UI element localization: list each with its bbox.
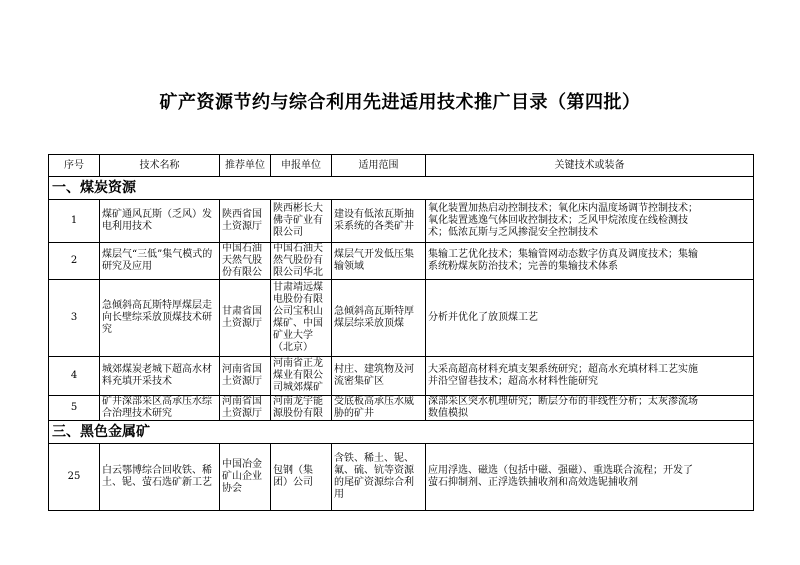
cell-line: 煤业有限公 [273,370,323,381]
key-tech-cell [426,243,754,280]
scope-cell [332,280,426,357]
cell-line: 输领域 [334,261,364,272]
tech-name-cell [100,444,220,511]
scope-cell [332,444,426,511]
applicant-cell [271,396,332,421]
cell-line: 土资源厅 [222,408,262,419]
cell-line: 村庄、建筑物及河 [334,364,414,375]
cell-line: 土资源厅 [222,318,262,329]
cell-line: 中国石油 [222,243,262,254]
cell-line: 河南省正龙 [273,358,323,369]
cell-line: 土资源厅 [222,376,262,387]
header-key-tech: 关键技术或装备 [426,155,754,177]
tech-name-cell [100,280,220,357]
cell-line: 氧化装置逃逸气体回收控制技术；乏风甲烷浓度在线检测技 [428,215,688,226]
cell-line: 建设有低浓瓦斯抽 [334,209,414,220]
applicant-cell [271,243,332,280]
cell-line: 煤矿、中国 [273,318,323,329]
key-tech-cell [426,280,754,357]
technology-table [48,154,754,511]
cell-line: 应用浮选、磁选（包括中磁、强磁）、重选联合流程；开发了 [428,465,693,476]
tech-name-cell [100,243,220,280]
cell-line: 城郊煤炭老城下超高水材 [102,364,212,375]
cell-line: 合治理技术研究 [102,408,172,419]
recommender-cell [220,357,271,396]
applicant-cell [271,200,332,243]
recommender-cell [220,396,271,421]
table-row [49,280,754,357]
cell-line: 中国冶金 [222,459,262,470]
header-recommender: 推荐单位 [220,155,271,177]
cell-line: 料充填开采技术 [102,376,172,387]
table-row [49,357,754,396]
cell-line: 限公司 [273,227,303,238]
cell-line: 矿业大学 [273,330,313,341]
cell-line: 集输工艺优化技术；集输管网动态数字仿真及调度技术；集输 [428,249,698,260]
cell-line: 研究及应用 [102,261,152,272]
cell-line: 大采高超高材料充填支架系统研究；超高水充填材料工艺实施 [428,364,698,375]
cell-line: 萤石抑制剂、正浮选铁捕收剂和高效选铌捕收剂 [428,477,638,488]
cell-line: 含铁、稀土、铌、 [334,453,414,464]
cell-line: 数值模拟 [428,408,468,419]
cell-line: 矿山企业 [222,471,262,482]
scope-cell [332,243,426,280]
cell-line: 司城郊煤矿 [273,382,323,393]
cell-line: 份有限公 [222,267,262,278]
key-tech-cell [426,444,754,511]
cell-line: 分析并优化了放顶煤工艺 [428,312,538,323]
cell-line: 陕西省国 [222,209,262,220]
key-tech-cell [426,200,754,243]
cell-line: 电利用技术 [102,221,152,232]
cell-line: 河南龙宇能 [273,396,323,407]
recommender-cell [220,280,271,357]
key-tech-cell [426,357,754,396]
scope-cell [332,396,426,421]
recommender-cell [220,243,271,280]
applicant-cell [271,280,332,357]
cell-line: 协会 [222,483,242,494]
cell-line: 煤矿通风瓦斯（乏风）发 [102,209,212,220]
cell-line: 术；低浓瓦斯与乏风掺混安全控制技术 [428,227,598,238]
cell-line: 佛寺矿业有 [273,215,323,226]
cell-line: 天然气股 [222,255,262,266]
cell-line: 流密集矿区 [334,376,384,387]
cell-line: 煤层气“三低”集气模式的 [102,249,213,260]
scope-cell [332,357,426,396]
applicant-cell [271,444,332,511]
row-number: 5 [49,396,100,421]
key-tech-cell [426,396,754,421]
cell-line: 采系统的各类矿井 [334,221,414,232]
cell-line: 公司宝积山 [273,306,323,317]
cell-line: 系统粉煤灰防治技术；完善的集输技术体系 [428,261,618,272]
cell-line: 白云鄂博综合回收铁、稀 [102,465,212,476]
cell-line: 急倾斜高瓦斯特厚煤层走 [102,300,212,311]
cell-line: 土资源厅 [222,221,262,232]
cell-line: 氟、硫、钪等资源 [334,465,414,476]
cell-line: 氧化装置加热启动控制技术；氧化床内温度场调节控制技术； [428,203,698,214]
recommender-cell [220,200,271,243]
cell-line: 土、铌、萤石选矿新工艺 [102,477,212,488]
row-number: 25 [49,444,100,511]
table-row [49,243,754,280]
cell-line: 甘肃靖远煤 [273,282,323,293]
tech-name-cell [100,396,220,421]
row-number: 4 [49,357,100,396]
cell-line: 急倾斜高瓦斯特厚 [334,306,414,317]
cell-line: 河南省国 [222,396,262,407]
cell-line: 陕西彬长大 [273,203,323,214]
cell-line: 中国石油天 [273,243,323,254]
cell-line: （北京） [273,342,313,353]
cell-line: 包钢（集 [273,465,313,476]
cell-line: 的尾矿资源综合利 [334,477,414,488]
section-heading: 一、煤炭资源 [49,177,754,200]
header-tech-name: 技术名称 [100,155,220,177]
table-header-row [49,155,754,177]
header-no: 序号 [49,155,100,177]
cell-line: 用 [334,489,344,500]
cell-line: 煤层气开发低压集 [334,249,414,260]
cell-line: 电股份有限 [273,294,323,305]
cell-line: 限公司华北 [273,267,323,278]
row-number: 1 [49,200,100,243]
section-heading: 三、黑色金属矿 [49,421,754,444]
section-row [49,177,754,200]
cell-line: 源股份有限 [273,408,323,419]
scope-cell [332,200,426,243]
cell-line: 然气股份有 [273,255,323,266]
table-row [49,200,754,243]
applicant-cell [271,357,332,396]
cell-line: 煤层综采放顶煤 [334,318,404,329]
cell-line: 团）公司 [273,477,313,488]
cell-line: 向长壁综采放顶煤技术研 [102,312,212,323]
table-row [49,396,754,421]
page-title: 矿产资源节约与综合利用先进适用技术推广目录（第四批） [159,92,641,113]
tech-name-cell [100,357,220,396]
cell-line: 并沿空留巷技术；超高水材料性能研究 [428,376,598,387]
tech-name-cell [100,200,220,243]
cell-line: 矿井深部采区高承压水综 [102,396,212,407]
cell-line: 深部采区突水机理研究；断层分布的非线性分析；太灰渗流场 [428,396,698,407]
cell-line: 受底板高承压水威 [334,396,414,407]
header-applicant: 申报单位 [271,155,332,177]
recommender-cell [220,444,271,511]
table-row [49,444,754,511]
cell-line: 究 [102,324,112,335]
row-number: 2 [49,243,100,280]
cell-line: 甘肃省国 [222,306,262,317]
row-number: 3 [49,280,100,357]
section-row [49,421,754,444]
cell-line: 胁的矿井 [334,408,374,419]
cell-line: 河南省国 [222,364,262,375]
header-scope: 适用范围 [332,155,426,177]
